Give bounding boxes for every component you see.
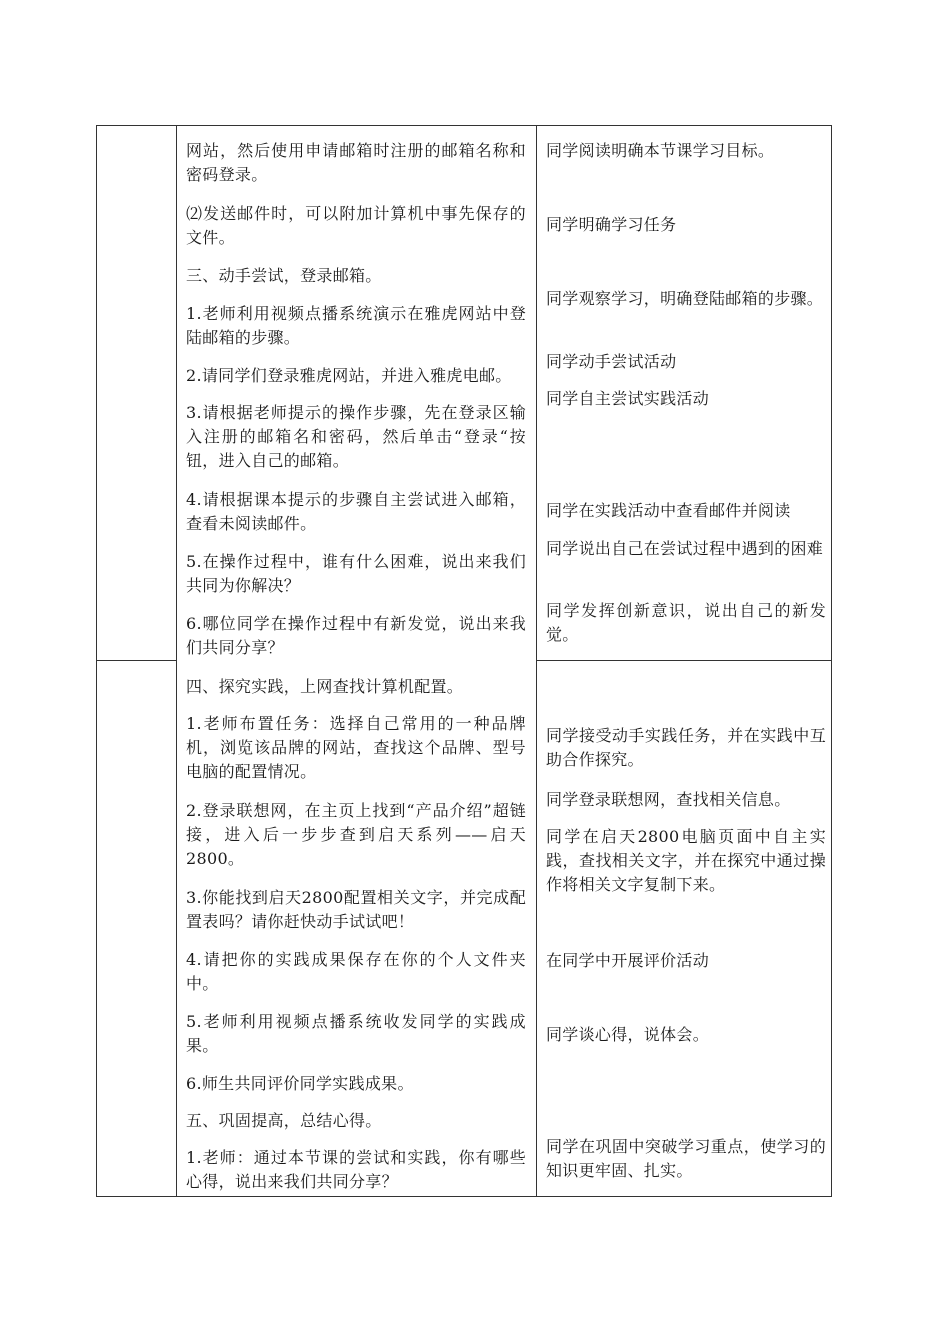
student-text: 同学接受动手实践任务，并在实践中互助合作探究。 [546,726,826,769]
table-column-divider-1 [176,125,177,1197]
activity-text: ⑵发送邮件时，可以附加计算机中事先保存的文件。 [186,204,526,247]
student-text: 同学说出自己在尝试过程中遇到的困难 [546,539,824,558]
activity-text: 4.请把你的实践成果保存在你的个人文件夹中。 [186,950,526,993]
activity-text: 1.老师：通过本节课的尝试和实践，你有哪些心得，说出来我们共同分享？ [186,1148,526,1191]
activity-text: 3.你能找到启天2800配置相关文字，并完成配置表吗？请你赶快动手试试吧！ [186,888,526,931]
activity-text: 1.老师布置任务：选择自己常用的一种品牌机，浏览该品牌的网站，查找这个品牌、型号电脑的配置情况。 [186,714,526,781]
table-row-divider-left [96,660,176,661]
section-heading: 五、巩固提高，总结心得。 [186,1111,382,1130]
table-border-bottom [96,1196,832,1197]
student-text: 同学谈心得，说体会。 [546,1025,710,1044]
activity-text: 1.老师利用视频点播系统演示在雅虎网站中登陆邮箱的步骤。 [186,304,526,347]
section-heading: 三、动手尝试，登录邮箱。 [186,266,382,285]
student-text: 同学登录联想网，查找相关信息。 [546,790,791,809]
activity-text: 4.请根据课本提示的步骤自主尝试进入邮箱，查看未阅读邮件。 [186,490,526,533]
activity-text: 6.师生共同评价同学实践成果。 [186,1074,414,1093]
student-text: 同学在实践活动中查看邮件并阅读 [546,501,791,520]
activity-text: 5.老师利用视频点播系统收发同学的实践成果。 [186,1012,526,1055]
activity-text: 6.哪位同学在操作过程中有新发觉，说出来我们共同分享？ [186,614,526,657]
table-border-right [831,125,832,1197]
student-text: 同学发挥创新意识，说出自己的新发觉。 [546,601,826,644]
activity-text: 5.在操作过程中，谁有什么困难，说出来我们共同为你解决？ [186,552,526,595]
student-text: 在同学中开展评价活动 [546,951,710,970]
student-text: 同学在启天2800电脑页面中自主实践，查找相关文字，并在探究中通过操作将相关文字复制下来。 [546,827,826,894]
student-text: 同学观察学习，明确登陆邮箱的步骤。 [546,289,824,308]
table-border-left [96,125,97,1197]
student-text: 同学阅读明确本节课学习目标。 [546,141,775,160]
student-text: 同学明确学习任务 [546,215,677,234]
table-border-top [96,125,832,126]
activity-text: 网站，然后使用申请邮箱时注册的邮箱名称和密码登录。 [186,141,526,184]
student-text: 同学自主尝试实践活动 [546,389,710,408]
activity-text: 2.登录联想网，在主页上找到“产品介绍”超链接，进入后一步步查到启天系列——启天2800。 [186,801,526,868]
activity-text: 3.请根据老师提示的操作步骤，先在登录区输入注册的邮箱名和密码，然后单击“登录“按钮，进入自己的邮箱。 [186,403,526,470]
activity-text: 2.请同学们登录雅虎网站，并进入雅虎电邮。 [186,366,512,385]
student-text: 同学在巩固中突破学习重点，使学习的知识更牢固、扎实。 [546,1137,826,1180]
student-text: 同学动手尝试活动 [546,352,677,371]
section-heading: 四、探究实践，上网查找计算机配置。 [186,677,464,696]
table-column-divider-2 [536,125,537,1197]
table-row-divider-right [536,660,832,661]
